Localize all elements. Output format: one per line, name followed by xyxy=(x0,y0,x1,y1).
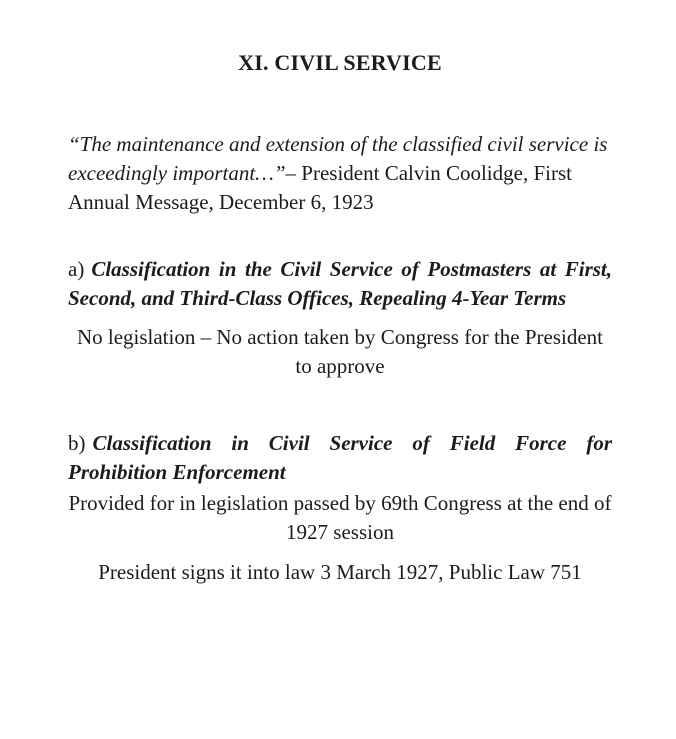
section-a-heading-text: Classification in the Civil Service of Postmasters at First, Second, and Third-Class Offices, Repealing 4-Year Terms xyxy=(68,257,612,310)
section-b-note-2: President signs it into law 3 March 1927, Public Law 751 xyxy=(98,560,582,584)
section-a-note: No legislation – No action taken by Congress for the President to approve xyxy=(76,325,604,378)
section-a-label: a) xyxy=(68,257,85,281)
quote-text: “The maintenance and extension of the classified civil service is exceedingly important…” xyxy=(68,132,608,185)
section-b-note-1: Provided for in legislation passed by 69th Congress at the end of 1927 session xyxy=(68,491,612,544)
quote-attribution: – President Calvin Coolidge, First Annual Message, December 6, 1923 xyxy=(68,161,572,214)
quote-paragraph xyxy=(68,130,612,217)
page-title: XI. CIVIL SERVICE xyxy=(238,50,442,75)
section-a-heading xyxy=(68,255,612,313)
section-b-heading xyxy=(68,429,612,487)
section-b-heading-text: Classification in Civil Service of Field Force for Prohibition Enforcement xyxy=(68,431,612,484)
section-b-label: b) xyxy=(68,431,86,455)
